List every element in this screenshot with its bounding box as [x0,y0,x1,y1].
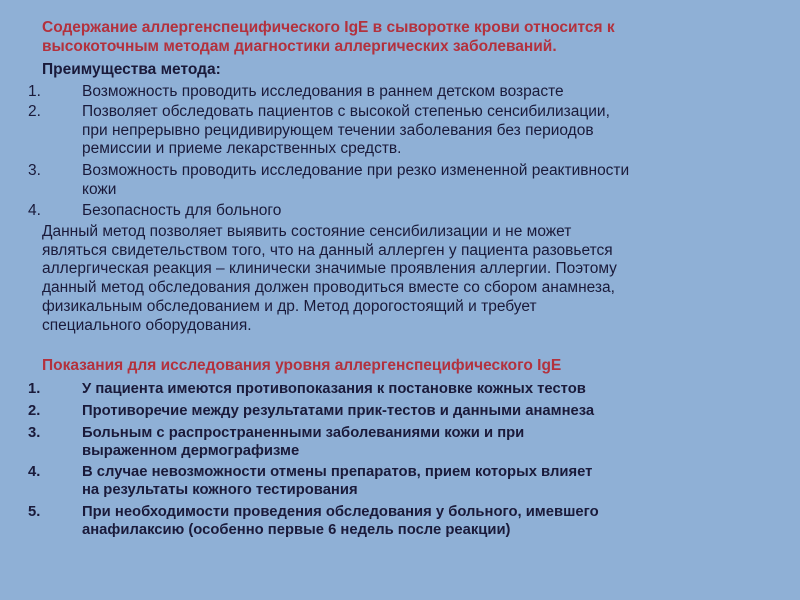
advantage-item-text [82,83,732,102]
indication-item-line: У пациента имеются противопоказания к постановке кожных тестов [82,381,586,397]
advantage-item-line: Безопасность для больного [82,202,282,219]
indication-item-line: В случае невозможности отмены препаратов, прием которых влияет [82,464,593,480]
advantage-item-line: кожи [82,180,117,198]
indication-item-line: При необходимости проведения обследования у больного, имевшего [82,504,599,520]
method-note-line: аллергическая реакция – клинически значимые проявления аллергии. Поэтому [42,260,617,278]
advantage-item-line: Позволяет обследовать пациентов с высокой степенью сенсибилизации, [82,103,610,120]
advantage-item-line: ремиссии и приеме лекарственных средств. [82,140,402,158]
advantage-item-number: 3. [28,162,41,179]
indication-item-line: Больным с распространенными заболеваниями кожи и при [82,425,525,441]
indication-item-line: Противоречие между результатами прик-тестов и данными анамнеза [82,403,595,419]
method-note-line: специального оборудования. [42,316,252,334]
indication-item-text [82,463,732,499]
method-note-line: являться свидетельством того, что на данный аллерген у пациента разовьется [42,241,613,259]
method-note-line: данный метод обследования должен проводиться вместе со сбором анамнеза, [42,279,615,297]
indication-item-number: 1. [28,381,41,397]
advantage-item-line: при непрерывно рецидивирующем течении заболевания без периодов [82,121,594,139]
method-note-line: физикальным обследованием и др. Метод дорогостоящий и требует [42,297,537,315]
indication-item-text [82,380,732,398]
indication-item-number: 2. [28,403,41,419]
method-note [42,223,762,335]
indication-item-line: анафилаксию (особенно первые 6 недель после реакции) [82,522,511,539]
indication-item-text [82,503,732,539]
method-note-line: Данный метод позволяет выявить состояние сенсибилизации и не может [42,223,572,240]
indication-item-text [82,402,732,420]
indication-item-number: 4. [28,464,41,480]
advantage-item-text [82,103,732,159]
indication-item-text [82,424,732,460]
advantage-item-line: Возможность проводить исследования в раннем детском возрасте [82,83,564,100]
advantage-item-text [82,162,732,199]
advantage-item-number: 1. [28,83,41,100]
advantage-item-number: 2. [28,103,41,120]
advantage-item-text [82,202,732,221]
advantages-title: Преимущества метода: [42,61,221,78]
indication-item-number: 3. [28,425,41,441]
advantage-item-line: Возможность проводить исследование при резко измененной реактивности [82,162,630,179]
indications-title: Показания для исследования уровня аллергенспецифического IgE [42,357,562,374]
indication-item-line: на результаты кожного тестирования [82,482,358,499]
intro-heading-line-1: Содержание аллергенспецифического IgE в сыворотке крови относится к [42,19,615,36]
indication-item-number: 5. [28,504,41,520]
indication-item-line: выраженном дермографизме [82,443,300,460]
advantage-item-number: 4. [28,202,41,219]
intro-heading [42,18,782,56]
intro-heading-line-2: высокоточным методам диагностики аллергических заболеваний. [42,38,557,55]
